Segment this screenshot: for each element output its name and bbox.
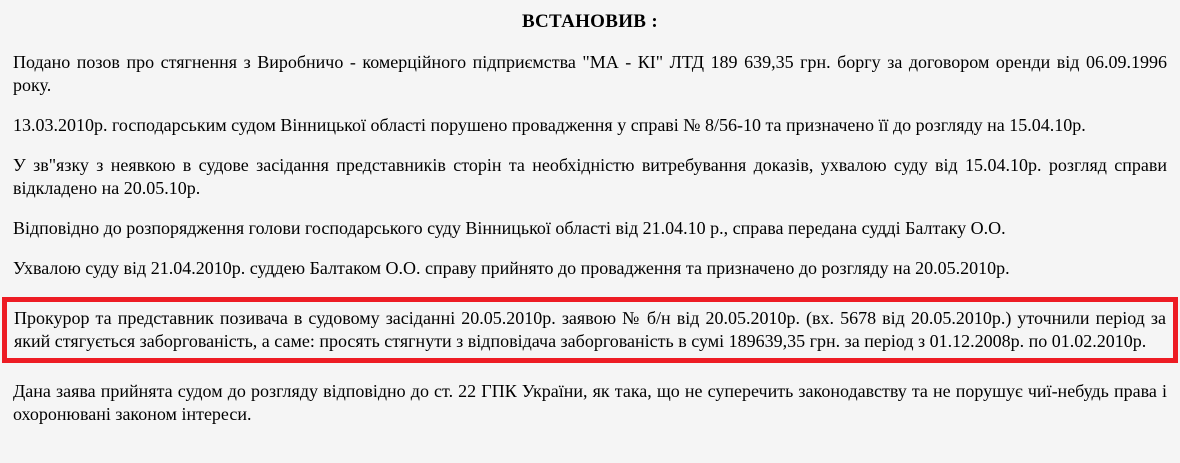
ruling-heading: ВСТАНОВИВ : xyxy=(522,11,658,32)
paragraph-hearing-postponed: У зв"язку з неявкою в судове засідання представників сторін та необхідністю витребування доказів, ухвалою суду від 15.04.10р. розгляд справи відкладено на 20.05.10р. xyxy=(13,155,1167,198)
paragraph-claim-period-clarified: Прокурор та представник позивача в судовому засіданні 20.05.2010р. заявою № б/н від 20.05.2010р. (вх. 5678 від 20.05.2010р.) уточнили період за який стягується заборгованість, а саме: просять стягнути з відповідача заборгованість в сумі 189639,35 грн. за період з 01.12.2008р. по 01.02.2010р. xyxy=(14,308,1166,351)
paragraph-lawsuit-filed: Подано позов про стягнення з Виробничо - комерційного підприємства "МА - КІ" ЛТД 189 639,35 грн. боргу за договором оренди від 06.09.1996 року. xyxy=(13,52,1167,95)
paragraph-application-accepted: Дана заява прийнята судом до розгляду відповідно до ст. 22 ГПК України, як така, що не суперечить законодавству та не порушує чиї-небудь права і охоронювані законом інтереси. xyxy=(13,381,1167,424)
paragraph-case-accepted-by-judge: Ухвалою суду від 21.04.2010р. суддею Балтаком О.О. справу прийнято до провадження та призначено до розгляду на 20.05.2010р. xyxy=(13,258,1010,278)
paragraph-case-reassigned: Відповідно до розпорядження голови господарського суду Вінницької області від 21.04.10 р., справа передана судді Балтаку О.О. xyxy=(13,218,1006,238)
red-highlight-annotation-box xyxy=(2,297,1178,363)
paragraph-case-initiated: 13.03.2010р. господарським судом Вінницької області порушено провадження у справі № 8/56-10 та призначено її до розгляду на 15.04.10р. xyxy=(13,115,1086,135)
